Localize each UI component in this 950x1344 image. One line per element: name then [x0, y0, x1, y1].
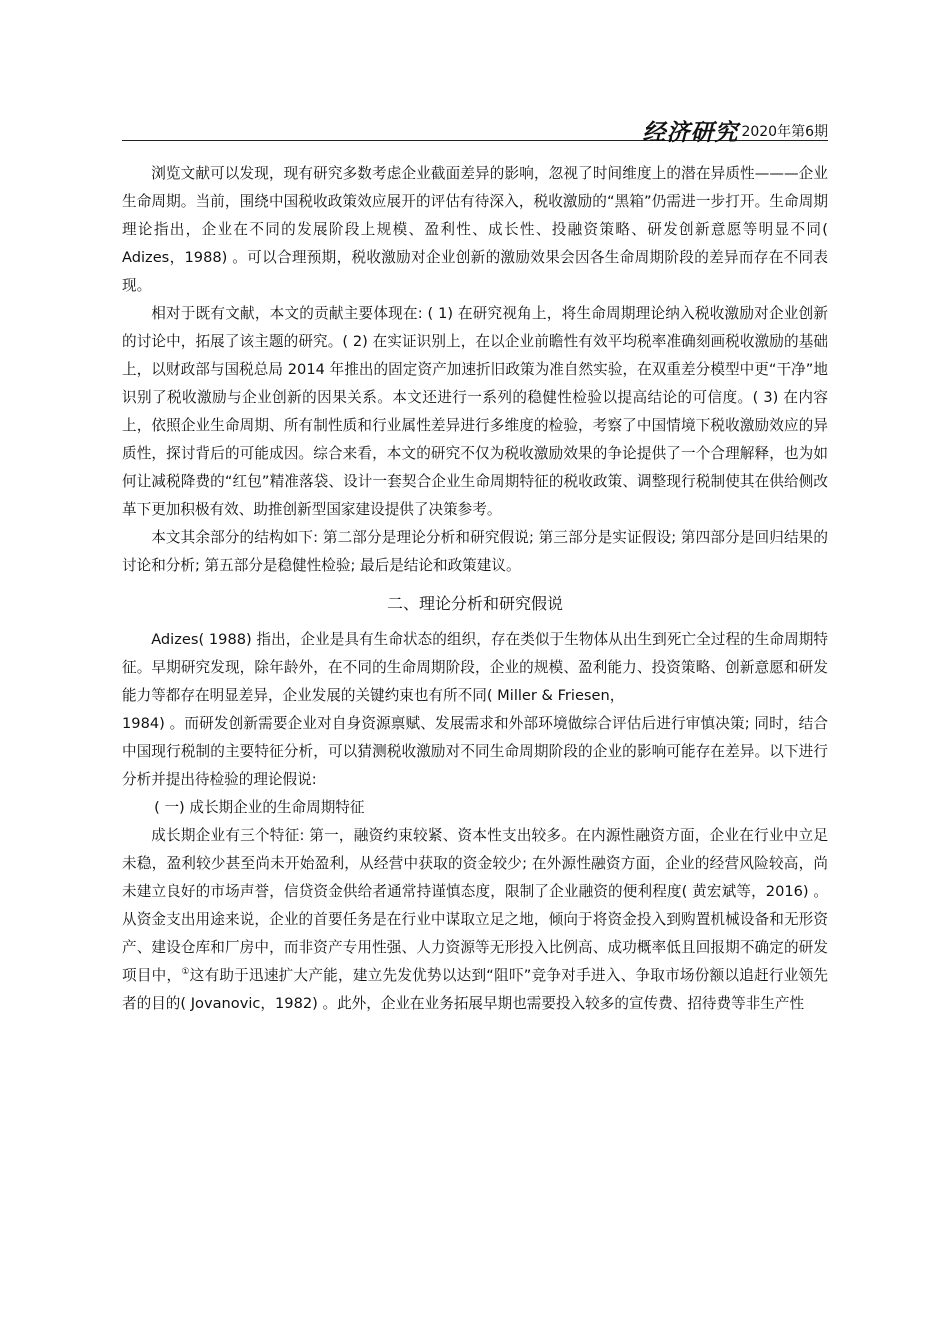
paragraph-1: 浏览文献可以发现，现有研究多数考虑企业截面差异的影响，忽视了时间维度上的潜在异质性———企业生命周期。当前，围绕中国税收政策效应展开的评估有待深入，税收激励的“黑箱”仍需进一步打开。生命周期理论指出，企业在不同的发展阶段上规模、盈利性、成长性、投融资策略、研发创新意愿等明显不同( Adizes，1988) 。可以合理预期，税收激励对企业创新的激励效果会因各生命周期阶段的差异而存在不同表现。 — [122, 165, 828, 294]
subsection-title: ( 一) 成长期企业的生命周期特征 — [154, 799, 365, 816]
journal-name: 经济研究 — [642, 119, 739, 146]
issue-label: 2020年第6期 — [741, 123, 828, 140]
article-body — [122, 160, 828, 1018]
paragraph-4a: Adizes( 1988) 指出，企业是具有生命状态的组织，存在类似于生物体从出生到死亡全过程的生命周期特征。早期研究发现，除年龄外，在不同的生命周期阶段，企业的规模、盈利能力、投资策略、创新意愿和研发能力等都存在明显差异，企业发展的关键约束也有所不同( Miller & Friesen， — [122, 631, 828, 704]
section-title: 二、理论分析和研究假说 — [386, 594, 563, 613]
paragraph-5b: 这有助于迅速扩大产能，建立先发优势以达到“阻吓”竞争对手进入、争取市场份额以追赶行业领先者的目的( Jovanovic，1982) 。此外，企业在业务拓展早期也需要投入较多的宣传费、招待费等非生产性 — [122, 967, 828, 1012]
footnote-marker: ① — [181, 967, 190, 978]
paragraph-4b: 1984) 。而研发创新需要企业对自身资源禀赋、发展需求和外部环境做综合评估后进行审慎决策; 同时，结合中国现行税制的主要特征分析，可以猜测税收激励对不同生命周期阶段的企业的影响可能存在差异。以下进行分析并提出待检验的理论假说: — [122, 715, 828, 788]
paragraph-2: 相对于既有文献，本文的贡献主要体现在: ( 1) 在研究视角上，将生命周期理论纳入税收激励对企业创新的讨论中，拓展了该主题的研究。( 2) 在实证识别上，在以企业前瞻性有效平均税率准确刻画税收激励的基础上，以财政部与国税总局 2014 年推出的固定资产加速折旧政策为准自然实验，在双重差分模型中更“干净”地识别了税收激励与企业创新的因果关系。本文还进行一系列的稳健性检验以提高结论的可信度。( 3) 在内容上，依照企业生命周期、所有制性质和行业属性差异进行多维度的检验，考察了中国情境下税收激励效应的异质性，探讨背后的可能成因。综合来看，本文的研究不仅为税收激励效果的争论提供了一个合理解释，也为如何让减税降费的“红包”精准落袋、设计一套契合企业生命周期特征的税收政策、调整现行税制使其在供给侧改革下更加积极有效、助推创新型国家建设提供了决策参考。 — [122, 305, 828, 518]
paragraph-5a: 成长期企业有三个特征: 第一，融资约束较紧、资本性支出较多。在内源性融资方面，企业在行业中立足未稳，盈利较少甚至尚未开始盈利，从经营中获取的资金较少; 在外源性融资方面，企业的经营风险较高，尚未建立良好的市场声誉，信贷资金供给者通常持谨慎态度，限制了企业融资的便利程度( 黄宏斌等，2016) 。从资金支出用途来说，企业的首要任务是在行业中谋取立足之地，倾向于将资金投入到购置机械设备和无形资产、建设仓库和厂房中，而非资产专用性强、人力资源等无形投入比例高、成功概率低且回报期不确定的研发项目中， — [122, 827, 828, 984]
paragraph-5 — [122, 822, 828, 1018]
paragraph-3: 本文其余部分的结构如下: 第二部分是理论分析和研究假说; 第三部分是实证假设; 第四部分是回归结果的讨论和分析; 第五部分是稳健性检验; 最后是结论和政策建议。 — [122, 529, 828, 574]
header-right — [642, 114, 828, 147]
running-header — [122, 112, 828, 146]
